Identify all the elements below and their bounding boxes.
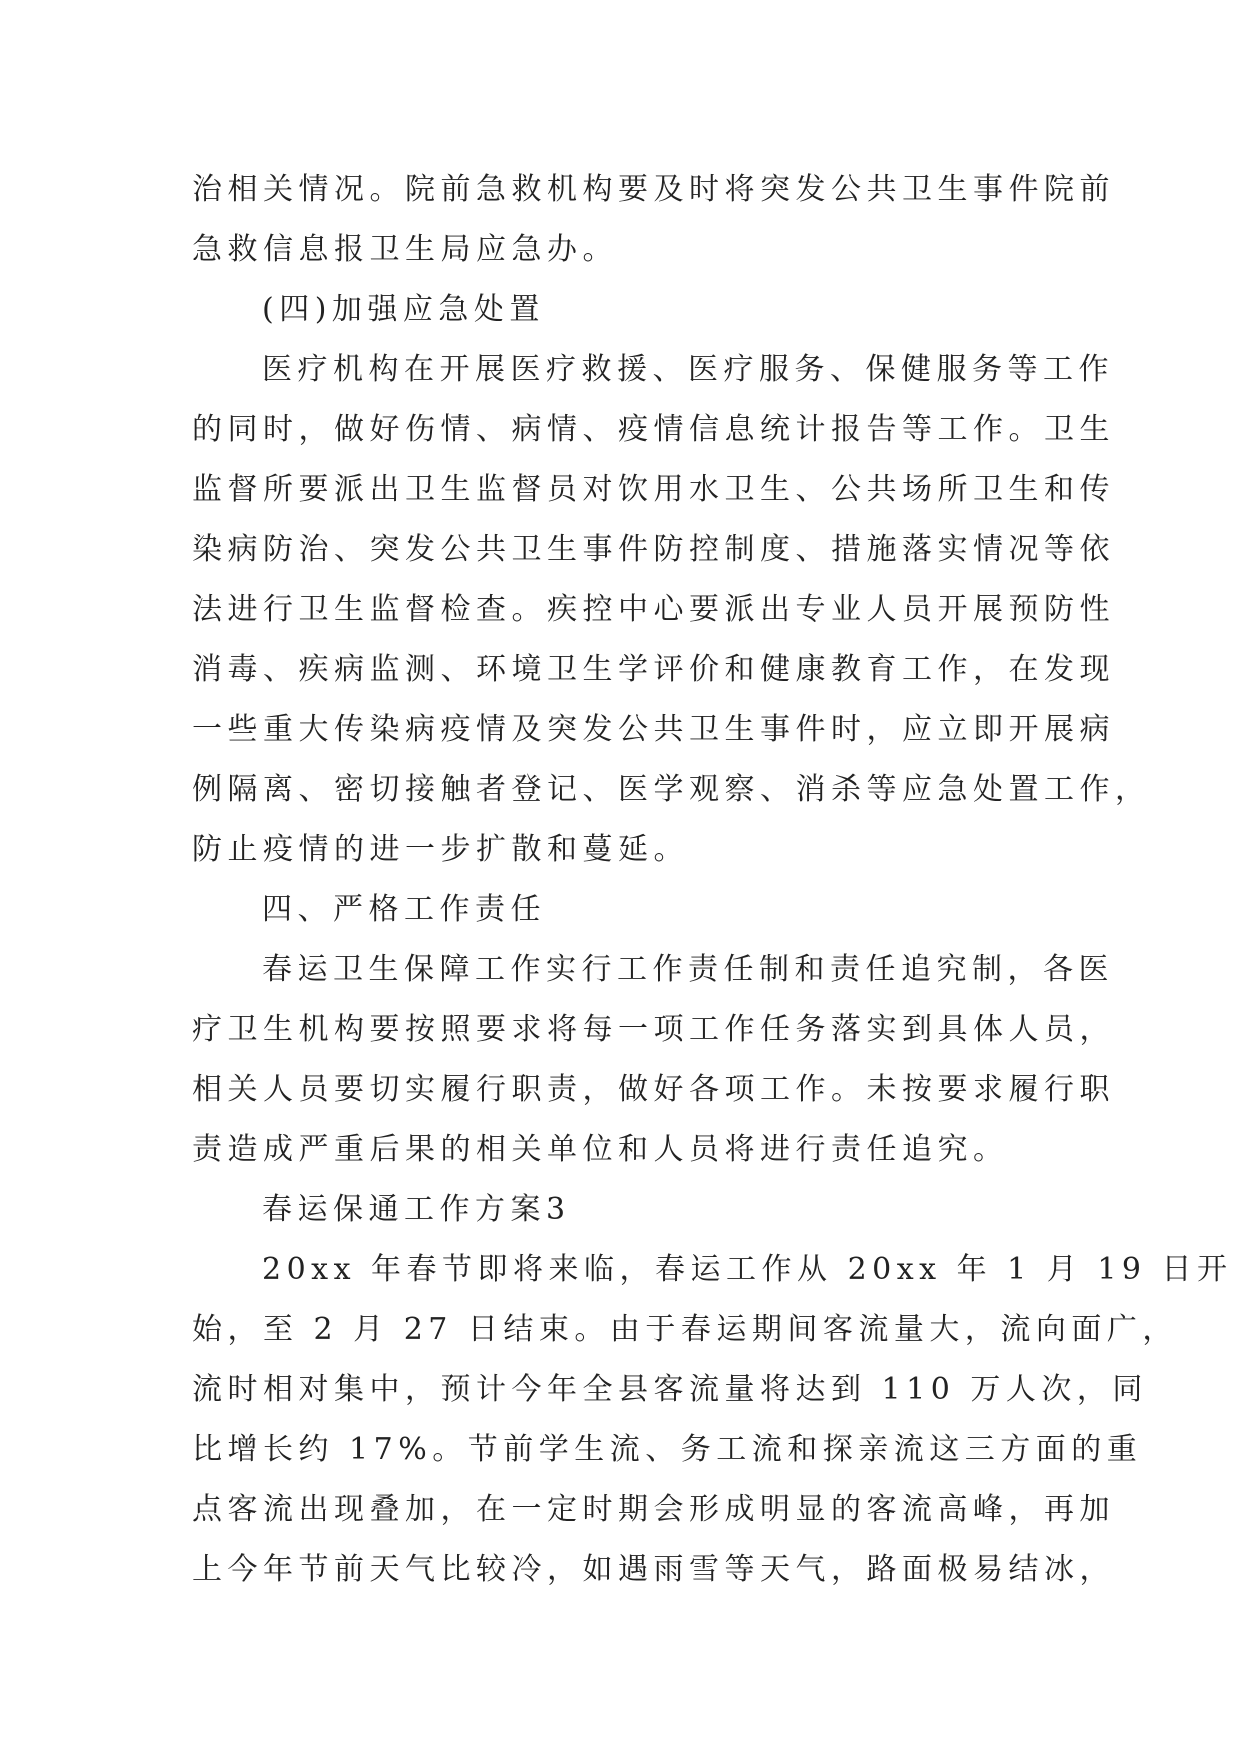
text-line: 防止疫情的进一步扩散和蔓延。 [192,832,689,867]
text-line: 比增长约 17%。节前学生流、务工流和探亲流这三方面的重 [192,1432,1143,1467]
text-line: 上今年节前天气比较冷，如遇雨雪等天气，路面极易结冰， [192,1552,1115,1587]
text-line: 始，至 2 月 27 日结束。由于春运期间客流量大，流向面广， [192,1312,1178,1347]
text-line: 20xx 年春节即将来临，春运工作从 20xx 年 1 月 19 日开 [262,1252,1233,1287]
text-line: 一些重大传染病疫情及突发公共卫生事件时，应立即开展病 [192,712,1115,747]
text-line: 医疗机构在开展医疗救援、医疗服务、保健服务等工作 [262,352,1114,387]
text-line: 的同时，做好伤情、病情、疫情信息统计报告等工作。卫生 [192,412,1115,447]
text-line: 监督所要派出卫生监督员对饮用水卫生、公共场所卫生和传 [192,472,1115,507]
text-line: 疗卫生机构要按照要求将每一项工作任务落实到具体人员， [192,1012,1115,1047]
text-line: 点客流出现叠加，在一定时期会形成明显的客流高峰，再加 [192,1492,1115,1527]
text-line: 消毒、疾病监测、环境卫生学评价和健康教育工作，在发现 [192,652,1115,687]
text-line: 春运卫生保障工作实行工作责任制和责任追究制，各医 [262,952,1114,987]
text-line: 染病防治、突发公共卫生事件防控制度、措施落实情况等依 [192,532,1115,567]
text-line: 例隔离、密切接触者登记、医学观察、消杀等应急处置工作， [192,772,1151,807]
document-body [192,160,1233,1600]
section-heading: 四、严格工作责任 [262,892,546,927]
text-line: 相关人员要切实履行职责，做好各项工作。未按要求履行职 [192,1072,1115,1107]
text-line: 急救信息报卫生局应急办。 [192,232,618,267]
section-heading: (四)加强应急处置 [262,292,545,327]
text-line: 法进行卫生监督检查。疾控中心要派出专业人员开展预防性 [192,592,1115,627]
text-line: 责造成严重后果的相关单位和人员将进行责任追究。 [192,1132,1009,1167]
text-line: 治相关情况。院前急救机构要及时将突发公共卫生事件院前 [192,172,1115,207]
text-line: 流时相对集中，预计今年全县客流量将达到 110 万人次，同 [192,1372,1148,1407]
document-title: 春运保通工作方案3 [262,1192,571,1227]
